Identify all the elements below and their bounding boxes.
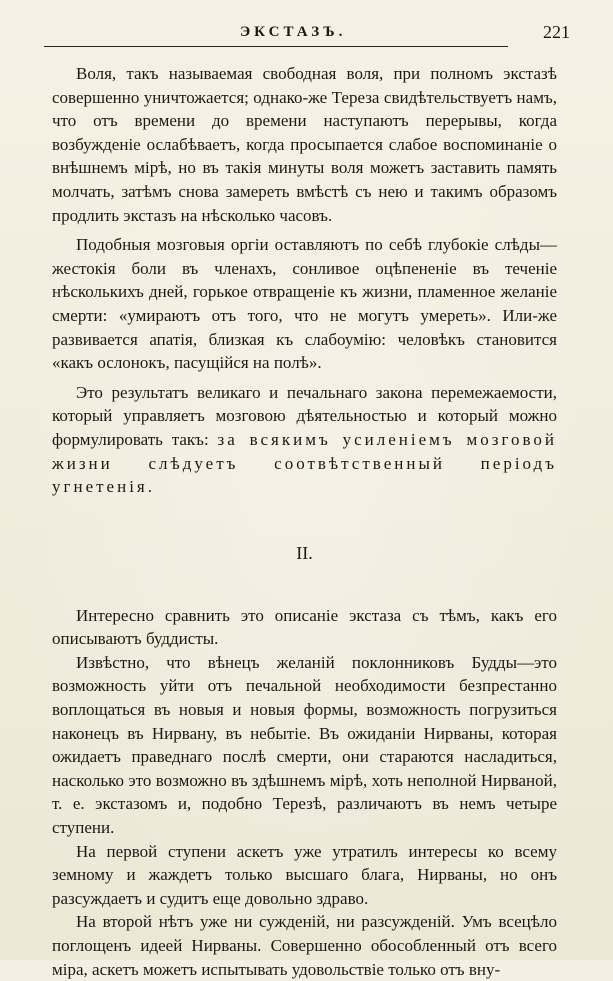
page-header [40, 20, 570, 50]
paragraph-second-stage: На второй нѣтъ уже ни сужденій, ни разсужденій. Умъ всецѣло поглощенъ идеей Нирваны. Совершенно обособленный отъ всего міра, аскетъ можетъ испытывать удовольствіе только отъ вну- [52, 912, 557, 979]
running-head: ЭКСТАЗЪ. [240, 24, 347, 40]
intermittence-text: Это результатъ великаго и печальнаго закона перемежаемости, который управляетъ мозговою дѣятельностью и который можно формулировать такъ: [52, 382, 557, 449]
section-heading: II. [296, 542, 313, 563]
page-body [52, 62, 557, 981]
paragraph-intermittence [52, 381, 557, 499]
paragraph-buddhists: Интересно сравнить это описаніе экстаза съ тѣмъ, какъ его описываютъ буддисты. [52, 605, 557, 649]
paragraph-brain-orgies: Подобныя мозговыя оргіи оставляютъ по себѣ глубокіе слѣды—жестокія боли въ членахъ, сонливое оцѣпененіе въ теченіе нѣсколькихъ дней, горькое отвращеніе къ жизни, пламенное желаніе смерти: «умираютъ отъ того, что не могутъ умереть». Или-же развивается апатія, близкая къ слабоумію: человѣкъ становится «какъ ослонокъ, пасущійся на полѣ». [52, 235, 557, 373]
paragraph-nirvana: Извѣстно, что вѣнецъ желаній поклонниковъ Будды—это возможность уйти отъ печальной необходимости безпрестанно воплощаться въ новыя и новыя формы, возможность погрузиться наконецъ въ Нирвану, въ небытіе. Въ ожиданіи Нирваны, которая ожидаетъ праведнаго послѣ смерти, они стараются насладиться, насколько это возможно въ здѣшнемъ мірѣ, хоть неполной Нирваной, т. е. экстазомъ и, подобно Терезѣ, различаютъ въ немъ четыре ступени. [52, 652, 557, 838]
paragraph-will: Воля, такъ называемая свободная воля, при полномъ экстазѣ совершенно уничтожается; однако-же Тереза свидѣтельствуетъ намъ, что отъ времени до времени наступаютъ перерывы, когда возбужденіе ослабѣваетъ, когда просыпается слабое воспоминаніе о внѣшнемъ мірѣ, но въ такія минуты воля можетъ заставить память молчать, затѣмъ снова замереть вмѣстѣ съ нею и такимъ образомъ продлить экстазъ на нѣсколько часовъ. [52, 64, 557, 225]
paragraph-first-stage: На первой ступени аскетъ уже утратилъ интересы ко всему земному и жаждетъ только высшаго блага, Нирваны, но онъ разсуждаетъ и судитъ еще довольно здраво. [52, 841, 557, 908]
emphasized-law: за всякимъ усиленіемъ мозговой жизни слѣдуетъ соотвѣтственный періодъ угнетенія. [52, 429, 558, 497]
header-rule [44, 46, 508, 47]
page-number: 221 [543, 22, 570, 42]
